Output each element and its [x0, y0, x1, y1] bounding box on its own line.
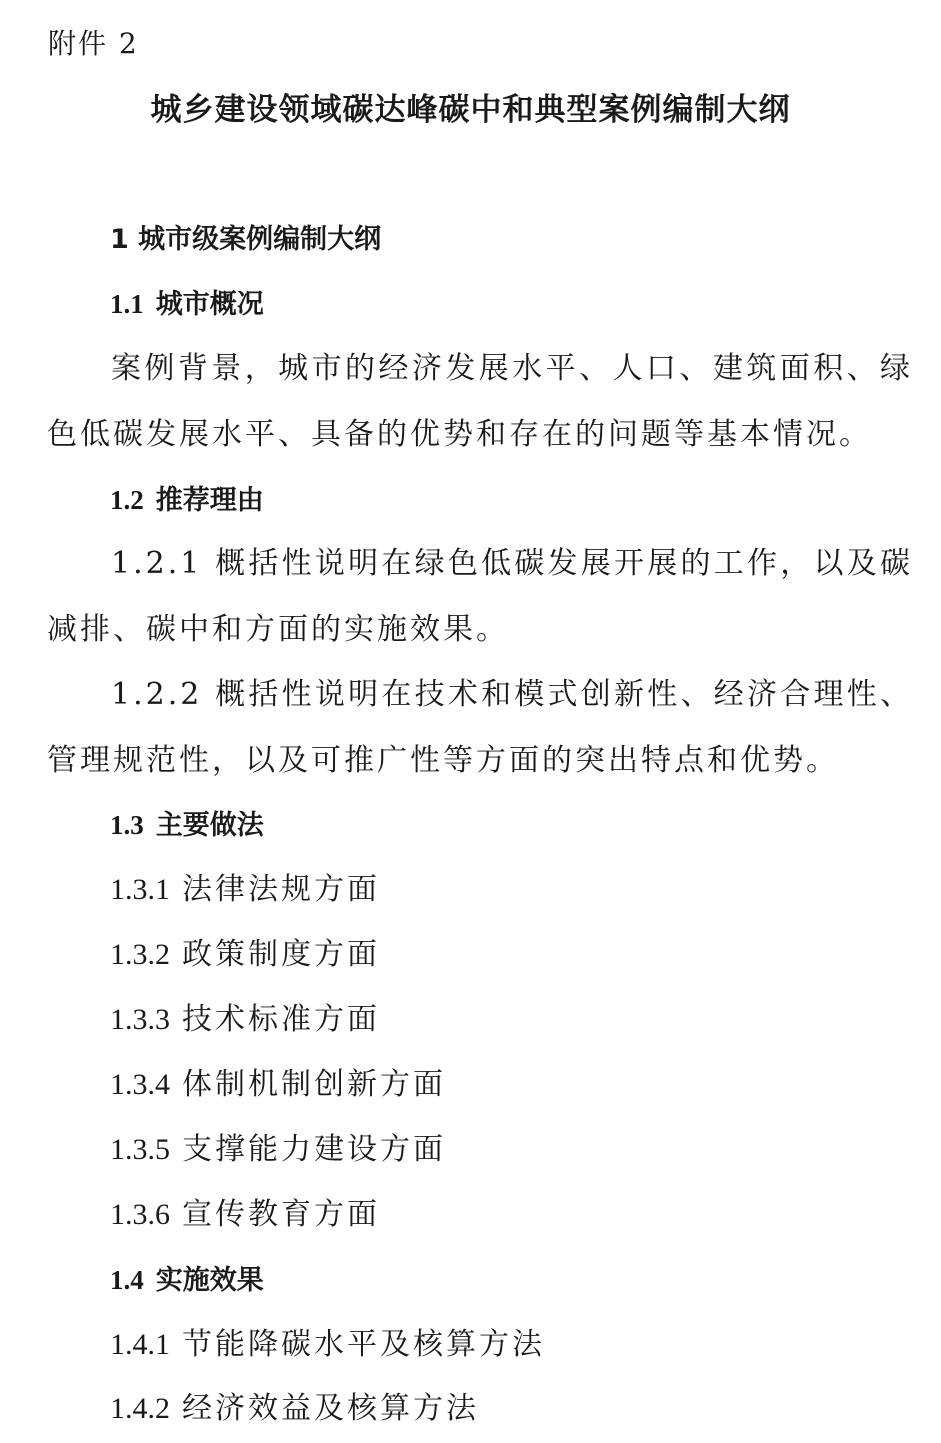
document-title: 城乡建设领域碳达峰碳中和典型案例编制大纲 — [150, 92, 791, 128]
section-label: 主要做法 — [155, 810, 264, 841]
item-number: 1.3.2 — [110, 938, 170, 971]
item-text: 经济效益及核算方法 — [182, 1391, 479, 1426]
list-item — [110, 1128, 446, 1172]
item-number: 1.3.5 — [110, 1133, 170, 1166]
item-number: 1.3.3 — [110, 1003, 170, 1036]
item-text: 法律法规方面 — [182, 872, 380, 907]
section-label: 推荐理由 — [155, 485, 264, 516]
list-item — [110, 1063, 446, 1107]
list-item — [110, 933, 380, 977]
item-text: 节能降碳水平及核算方法 — [182, 1327, 545, 1362]
section-number: 1.2 — [110, 485, 144, 515]
item-number: 1.4.1 — [110, 1328, 170, 1361]
list-item — [110, 1323, 545, 1367]
list-item — [110, 1193, 380, 1237]
section-number: 1.1 — [110, 289, 144, 319]
item-number: 1.3.1 — [110, 873, 170, 906]
section-1-2-heading — [110, 480, 264, 521]
section-1-2-1-paragraph: 1.2.1 概括性说明在绿色低碳发展开展的工作，以及碳减排、碳中和方面的实施效果。 — [47, 546, 913, 647]
section-number: 1.3 — [110, 810, 144, 840]
section-label: 实施效果 — [155, 1265, 264, 1296]
attachment-label: 附件 2 — [48, 27, 139, 60]
section-1-heading: 1 城市级案例编制大纲 — [110, 224, 382, 255]
list-item — [110, 998, 380, 1042]
item-number: 1.4.2 — [110, 1392, 170, 1425]
list-item — [110, 1387, 479, 1431]
item-number: 1.3.4 — [110, 1068, 170, 1101]
item-text: 技术标准方面 — [182, 1002, 380, 1037]
item-number: 1.3.6 — [110, 1198, 170, 1231]
section-label: 城市概况 — [155, 289, 264, 320]
section-1-1-body: 案例背景，城市的经济发展水平、人口、建筑面积、绿色低碳发展水平、具备的优势和存在的问题等基本情况。 — [47, 351, 913, 452]
section-1-3-heading — [110, 805, 264, 846]
section-1-2-2-paragraph: 1.2.2 概括性说明在技术和模式创新性、经济合理性、管理规范性，以及可推广性等方面的突出特点和优势。 — [47, 677, 913, 778]
item-text: 宣传教育方面 — [182, 1197, 380, 1232]
item-text: 支撑能力建设方面 — [182, 1132, 446, 1167]
section-number: 1.4 — [110, 1265, 144, 1295]
item-text: 体制机制创新方面 — [182, 1067, 446, 1102]
section-1-4-heading — [110, 1260, 264, 1301]
section-1-1-heading — [110, 284, 264, 325]
list-item — [110, 868, 380, 912]
item-text: 政策制度方面 — [182, 937, 380, 972]
